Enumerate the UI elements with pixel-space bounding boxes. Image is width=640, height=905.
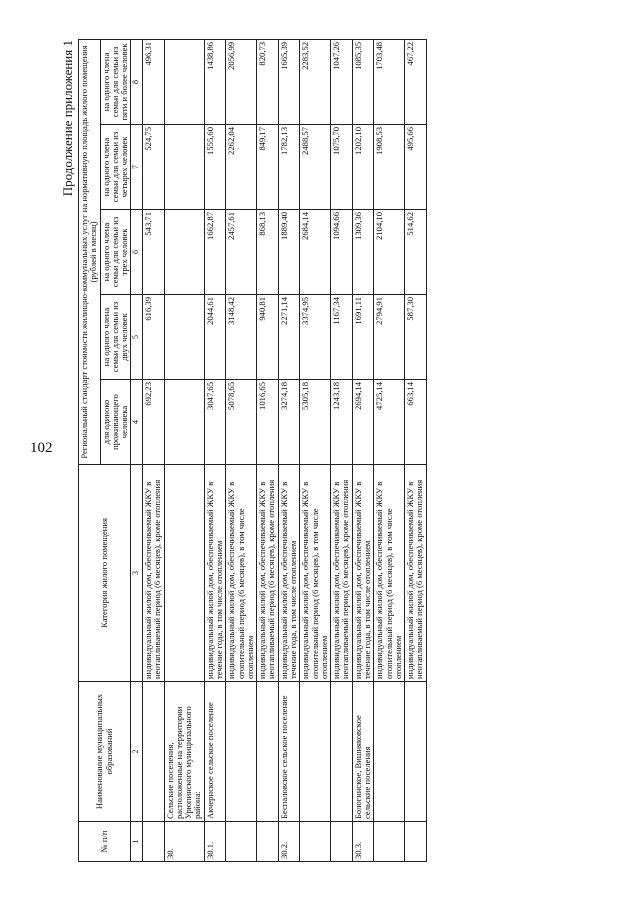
column-index-row (131, 39, 143, 861)
table-row (352, 39, 374, 861)
value-family-2: 1691,11 (352, 295, 374, 380)
value-family-5: 1665,39 (278, 39, 300, 124)
header-number: № п/п (79, 822, 131, 862)
value-family-4 (164, 125, 204, 210)
value-family-3: 543,71 (143, 210, 165, 295)
row-number: 30. (164, 822, 204, 862)
housing-category: индивидуальный жилой дом, обеспечиваемый ЖКУ в отопительный период (6 месяцев), в том числе отоплением (374, 465, 405, 682)
value-family-4: 524,75 (143, 125, 165, 210)
row-number (300, 822, 331, 862)
value-family-2: 2794,91 (374, 295, 405, 380)
header-family-2: на одного члена семьи для семьи из двух человек (100, 295, 131, 380)
value-family-3: 2457,61 (226, 210, 257, 295)
column-index: 8 (131, 39, 143, 124)
value-family-4: 849,17 (257, 125, 279, 210)
value-family-5: 496,31 (143, 39, 165, 124)
value-family-5: 2056,99 (226, 39, 257, 124)
municipality-name: Бологинское, Вишняковское сельские поселения (352, 682, 374, 822)
value-family-5: 1703,48 (374, 39, 405, 124)
value-family-5: 467,22 (405, 39, 427, 124)
row-number (143, 822, 165, 862)
value-family-2: 616,39 (143, 295, 165, 380)
row-number: 30.3. (352, 822, 374, 862)
value-family-4: 1908,53 (374, 125, 405, 210)
value-single (164, 380, 204, 465)
row-number (405, 822, 427, 862)
value-single: 1016,65 (257, 380, 279, 465)
value-family-4: 495,66 (405, 125, 427, 210)
value-family-3: 868,13 (257, 210, 279, 295)
standard-cost-table (78, 39, 427, 862)
header-family-4: на одного члена семьи для семьи из четырех человек (100, 125, 131, 210)
value-family-5 (164, 39, 204, 124)
value-family-5: 820,73 (257, 39, 279, 124)
municipality-name (331, 682, 353, 822)
row-number: 30.2. (278, 822, 300, 862)
value-family-2: 587,30 (405, 295, 427, 380)
value-family-2 (164, 295, 204, 380)
value-family-2: 2271,14 (278, 295, 300, 380)
table-row (226, 39, 257, 861)
housing-category: индивидуальный жилой дом, обеспечиваемый ЖКУ в течение года, в том числе отоплением (352, 465, 374, 682)
value-family-3: 514,62 (405, 210, 427, 295)
municipality-name (257, 682, 279, 822)
value-family-4: 1555,60 (204, 125, 226, 210)
housing-category: индивидуальный жилой дом, обеспечиваемый ЖКУ в отопительный период (6 месяцев), в том числе отоплением (300, 465, 331, 682)
value-family-2: 940,81 (257, 295, 279, 380)
column-index: 7 (131, 125, 143, 210)
header-family-3: на одного члена семьи для семьи из трех человек (100, 210, 131, 295)
table-row (257, 39, 279, 861)
value-family-3: 1889,40 (278, 210, 300, 295)
municipality-name (405, 682, 427, 822)
header-family-5: на одного члена семьи для семьи из пяти и более человек (100, 39, 131, 124)
value-single: 5078,65 (226, 380, 257, 465)
value-family-5: 1438,86 (204, 39, 226, 124)
value-family-4: 1782,13 (278, 125, 300, 210)
value-single: 3047,65 (204, 380, 226, 465)
municipality-name: Акчернское сельское поселение (204, 682, 226, 822)
appendix-caption: Продолжение приложения 1 (60, 40, 75, 197)
municipality-name (143, 682, 165, 822)
value-family-3 (164, 210, 204, 295)
row-number (257, 822, 279, 862)
table-row (278, 39, 300, 861)
value-family-2: 3374,95 (300, 295, 331, 380)
column-index: 3 (131, 465, 143, 682)
table-row (143, 39, 165, 861)
housing-category: индивидуальный жилой дом, обеспечиваемый ЖКУ в течение года, в том числе отоплением (278, 465, 300, 682)
value-family-3: 2684,14 (300, 210, 331, 295)
page-number: 102 (30, 440, 53, 456)
municipality-name: Сельские поселения, расположенные на территории Урюпинского муниципального района: (164, 682, 204, 822)
value-family-2: 3148,42 (226, 295, 257, 380)
housing-category: индивидуальный жилой дом, обеспечиваемый ЖКУ в неотапливаемый период (6 месяцев), кроме отопления (331, 465, 353, 682)
table-row (164, 39, 204, 861)
rotated-sheet (60, 40, 578, 862)
header-category: Категория жилого помещения (79, 465, 131, 682)
table-row (331, 39, 353, 861)
housing-category: индивидуальный жилой дом, обеспечиваемый ЖКУ в отопительный период (6 месяцев), в том числе отоплением (226, 465, 257, 682)
column-index: 6 (131, 210, 143, 295)
value-family-3: 1309,36 (352, 210, 374, 295)
table-row (204, 39, 226, 861)
municipality-name: Беспаловское сельское поселение (278, 682, 300, 822)
column-index: 1 (131, 822, 143, 862)
housing-category (164, 465, 204, 682)
value-single: 2694,14 (352, 380, 374, 465)
value-family-5: 1085,35 (352, 39, 374, 124)
value-family-3: 1662,87 (204, 210, 226, 295)
value-family-2: 2044,61 (204, 295, 226, 380)
header-row-1 (79, 39, 101, 861)
value-single: 4725,14 (374, 380, 405, 465)
municipality-name (374, 682, 405, 822)
table-row (405, 39, 427, 861)
municipality-name (226, 682, 257, 822)
value-family-5: 2283,52 (300, 39, 331, 124)
value-family-3: 2104,10 (374, 210, 405, 295)
header-municipality: Наименование муниципальных образований (79, 682, 131, 822)
value-family-4: 1202,10 (352, 125, 374, 210)
row-number (226, 822, 257, 862)
header-standard-group: Региональный стандарт стоимости жилищно-коммунальных услуг на нормативную площадь жилого помещения (рублей в месяц) (79, 39, 101, 464)
housing-category: индивидуальный жилой дом, обеспечиваемый ЖКУ в неотапливаемый период (6 месяцев), кроме отопления (143, 465, 165, 682)
value-family-3: 1094,66 (331, 210, 353, 295)
value-single: 3274,18 (278, 380, 300, 465)
housing-category: индивидуальный жилой дом, обеспечиваемый ЖКУ в неотапливаемый период (6 месяцев), кроме отопления (257, 465, 279, 682)
header-single: для одиноко проживающего человека (100, 380, 131, 465)
housing-category: индивидуальный жилой дом, обеспечиваемый ЖКУ в течение года, в том числе отоплением (204, 465, 226, 682)
row-number: 30.1. (204, 822, 226, 862)
column-index: 5 (131, 295, 143, 380)
row-number (374, 822, 405, 862)
value-family-2: 1167,34 (331, 295, 353, 380)
value-single: 663,14 (405, 380, 427, 465)
column-index: 4 (131, 380, 143, 465)
value-single: 1243,18 (331, 380, 353, 465)
table-row (374, 39, 405, 861)
column-index: 2 (131, 682, 143, 822)
housing-category: индивидуальный жилой дом, обеспечиваемый ЖКУ в неотапливаемый период (6 месяцев), кроме отопления (405, 465, 427, 682)
value-family-4: 2488,57 (300, 125, 331, 210)
value-single: 5305,18 (300, 380, 331, 465)
table-row (300, 39, 331, 861)
municipality-name (300, 682, 331, 822)
value-single: 692,23 (143, 380, 165, 465)
value-family-4: 2262,04 (226, 125, 257, 210)
value-family-5: 1047,26 (331, 39, 353, 124)
row-number (331, 822, 353, 862)
value-family-4: 1075,70 (331, 125, 353, 210)
